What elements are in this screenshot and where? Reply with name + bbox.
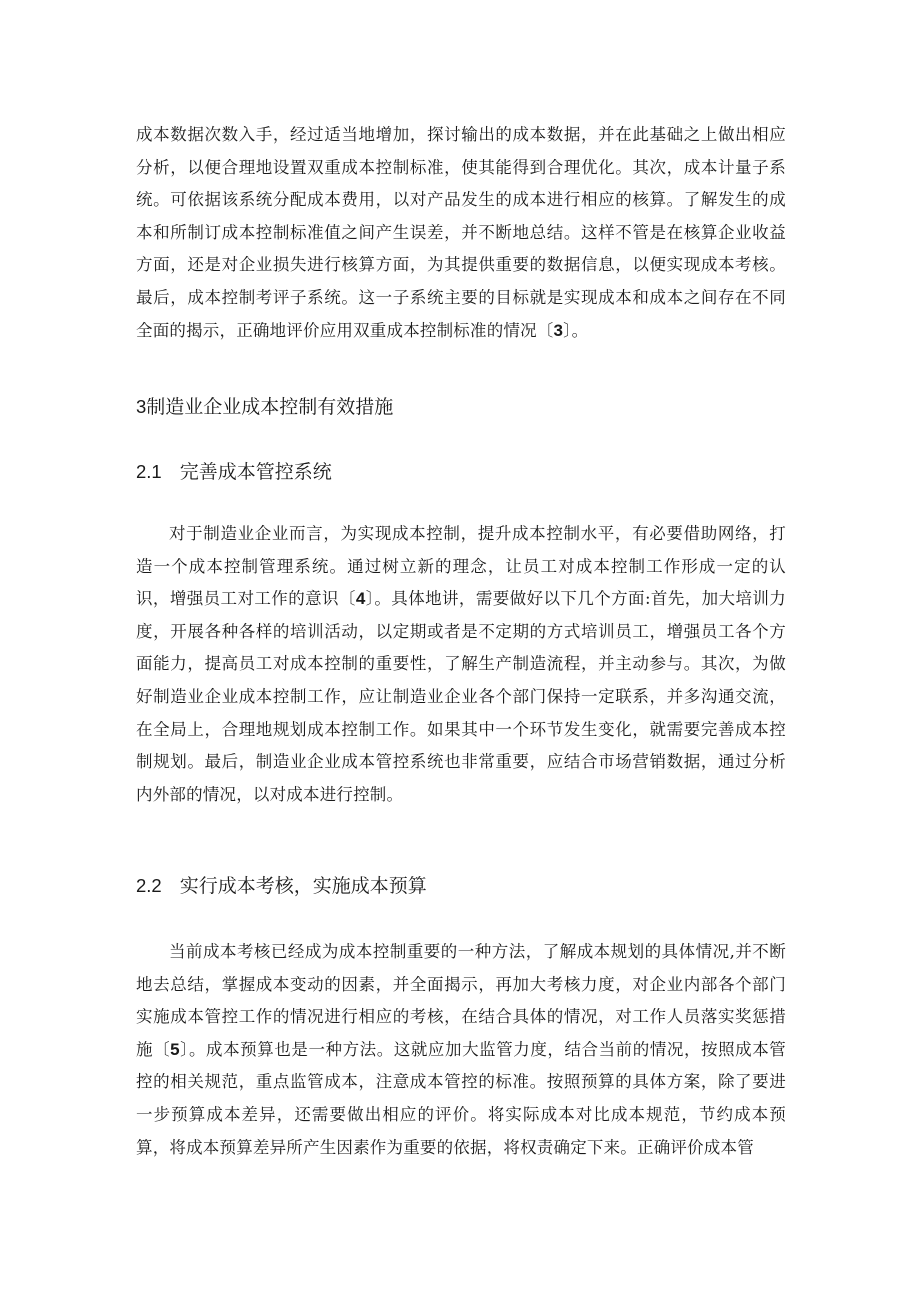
section-number: 2.2 (136, 875, 162, 896)
paragraph-text: 成本数据次数入手，经过适当地增加，探讨输出的成本数据，并在此基础之上做出相应分析，以便合理地设置双重成本控制标准，使其能得到合理优化。其次，成本计量子系统。可依据该系统分配成本费用，以对产品发生的成本进行相应的核算。了解发生的成本和所制订成本控制标准值之间产生误差，并不断地总结。这样不管是在核算企业收益方面，还是对企业损失进行核算方面，为其提供重要的数据信息，以便实现成本考核。最后，成本控制考评子系统。这一子系统主要的目标就是实现成本和成本之间存在不同全面的揭示，正确地评价应用双重成本控制标准的情况〔 (136, 125, 786, 340)
citation-ref: 3 (553, 320, 564, 340)
citation-ref: 5 (170, 1039, 180, 1059)
paragraph-cost-system (136, 518, 786, 811)
paragraph-text: 〕。 (563, 320, 589, 340)
paragraph-cost-assessment (136, 936, 786, 1164)
section-heading-3 (136, 394, 393, 420)
citation-ref: 4 (355, 589, 366, 609)
section-title: 完善成本管控系统 (179, 461, 332, 483)
section-title: 制造业企业成本控制有效措施 (146, 396, 394, 418)
paragraph-text: 〕。具体地讲，需要做好以下几个方面:首先，加大培训力度，开展各种各样的培训活动，以定期或者是不定期的方式培训员工，增强员工各个方面能力，提高员工对成本控制的重要性，了解生产制造流程，并主动参与。其次，为做好制造业企业成本控制工作，应让制造业企业各个部门保持一定联系，并多沟通交流，在全局上，合理地规划成本控制工作。如果其中一个环节发生变化，就需要完善成本控制规划。最后，制造业企业成本管控系统也非常重要，应结合市场营销数据，通过分析内外部的情况，以对成本进行控制。 (136, 589, 786, 804)
paragraph-text: 〕。成本预算也是一种方法。这就应加大监管力度，结合当前的情况，按照成本管控的相关规范，重点监管成本，注意成本管控的标准。按照预算的具体方案，除了要进一步预算成本差异，还需要做出相应的评价。将实际成本对比成本规范，节约成本预算，将成本预算差异所产生因素作为重要的依据，将权责确定下来。正确评价成本管 (136, 1039, 786, 1157)
section-number: 3 (136, 396, 147, 417)
paragraph-cost-subsystems (136, 119, 786, 347)
section-heading-2-2 (136, 873, 427, 899)
paragraph-text: 对于制造业企业而言，为实现成本控制，提升成本控制水平，有必要借助网络，打造一个成本控制管理系统。通过树立新的理念，让员工对成本控制工作形成一定的认识，增强员工对工作的意识〔 (136, 524, 786, 609)
section-title: 实行成本考核，实施成本预算 (179, 875, 427, 897)
section-number: 2.1 (136, 461, 162, 482)
section-heading-2-1 (136, 459, 332, 485)
paragraph-text: 当前成本考核已经成为成本控制重要的一种方法，了解成本规划的具体情况,并不断地去总结，掌握成本变动的因素，并全面揭示，再加大考核力度，对企业内部各个部门实施成本管控工作的情况进行相应的考核，在结合具体的情况，对工作人员落实奖惩措施〔 (136, 942, 786, 1059)
